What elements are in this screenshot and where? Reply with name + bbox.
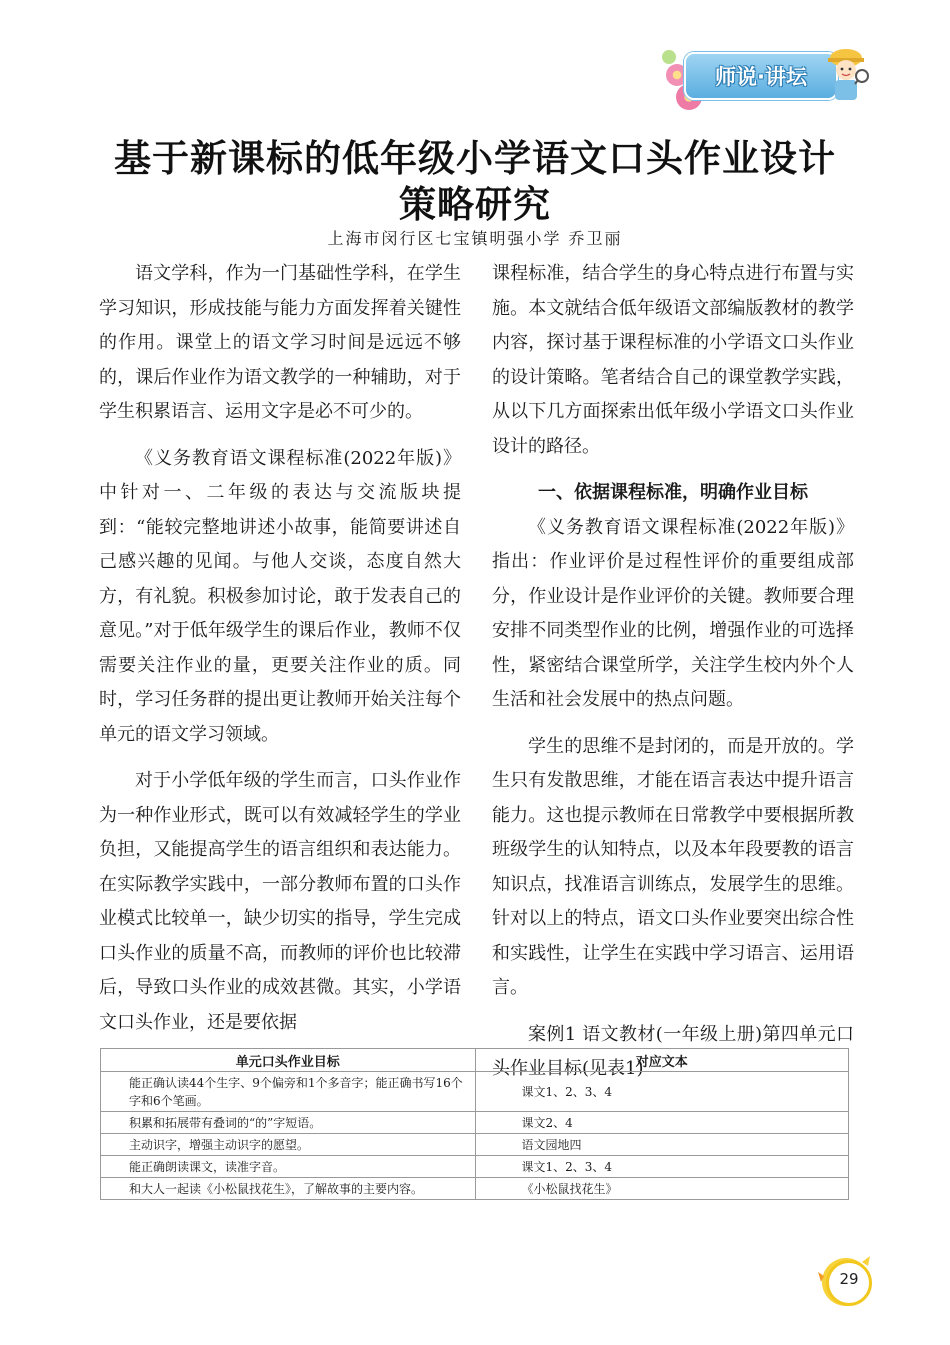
paragraph: 《义务教育语文课程标准(2022年版)》指出：作业评价是过程性评价的重要组成部分，作业设计是作业评价的关键。教师要合理安排不同类型作业的比例，增强作业的可选择性，紧密结合课堂所学，关注学生校内外个人生活和社会发展中的热点问题。 [492, 516, 854, 710]
table-cell: 课文2、4 [475, 1112, 849, 1134]
table-row [101, 1134, 849, 1156]
flower-icon [662, 50, 676, 64]
column-badge [684, 52, 838, 100]
table-cell: 课文1、2、3、4 [475, 1156, 849, 1178]
article-title-line-1: 基于新课标的低年级小学语文口头作业设计 [114, 137, 836, 180]
author-line: 上海市闵行区七宝镇明强小学 乔卫丽 [327, 229, 623, 248]
paragraph: 课程标准，结合学生的身心特点进行布置与实施。本文就结合低年级语文部编版教材的教学内容，探讨基于课程标准的小学语文口头作业的设计策略。笔者结合自己的课堂教学实践，从以下几方面探索出低年级小学语文口头作业设计的路径。 [492, 263, 854, 457]
table-cell: 积累和拓展带有叠词的“的”字短语。 [101, 1112, 476, 1134]
paragraph: 《义务教育语文课程标准(2022年版)》中针对一、二年级的表达与交流版块提到：“能较完整地讲述小故事，能简要讲述自己感兴趣的见闻。与他人交谈，态度自然大方，有礼貌。积极参加讨论，敢于发表自己的意见。”对于低年级学生的课后作业，教师不仅需要关注作业的量，更要关注作业的质。同时，学习任务群的提出更让教师开始关注每个单元的语文学习领域。 [99, 447, 461, 745]
paragraph: 学生的思维不是封闭的，而是开放的。学生只有发散思维，才能在语言表达中提升语言能力。这也提示教师在日常教学中要根据所教班级学生的认知特点，以及本年段要教的语言知识点，找准语言训练点，发展学生的思维。针对以上的特点，语文口头作业要突出综合性和实践性，让学生在实践中学习语言、运用语言。 [492, 735, 854, 998]
table-row [101, 1178, 849, 1200]
table-cell: 主动识字，增强主动识字的愿望。 [101, 1134, 476, 1156]
table-cell: 语文园地四 [475, 1134, 849, 1156]
paragraph: 对于小学低年级的学生而言，口头作业作为一种作业形式，既可以有效减轻学生的学业负担，又能提高学生的语言组织和表达能力。在实际教学实践中，一部分教师布置的口头作业模式比较单一，缺少切实的指导，学生完成口头作业的质量不高，而教师的评价也比较滞后，导致口头作业的成效甚微。其实，小学语文口头作业，还是要依据 [99, 770, 461, 1033]
table-row [101, 1156, 849, 1178]
table-cell: 能正确认读44个生字、9个偏旁和1个多音字；能正确书写16个字和6个笔画。 [101, 1072, 476, 1112]
table-1 [100, 1048, 849, 1200]
table-cell: 课文1、2、3、4 [475, 1072, 849, 1112]
page-number-badge [818, 1252, 876, 1310]
table-cell: 能正确朗读课文，读准字音。 [101, 1156, 476, 1178]
column-banner [662, 46, 872, 106]
table-header-row [101, 1049, 849, 1072]
table-row [101, 1112, 849, 1134]
section-heading: 一、依据课程标准，明确作业目标 [538, 482, 808, 503]
child-reading-icon [822, 46, 870, 106]
table-row [101, 1072, 849, 1112]
paragraph: 案例1 语文教材(一年级上册)第四单元口头作业目标(见表1) [492, 1023, 854, 1079]
page-number: 29 [839, 1270, 859, 1288]
table-header: 对应文本 [475, 1049, 849, 1072]
column-badge-text: 师说·讲坛 [715, 65, 807, 89]
article-title-line-2: 策略研究 [399, 183, 551, 226]
table-header: 单元口头作业目标 [101, 1049, 476, 1072]
table-cell: 和大人一起读《小松鼠找花生》，了解故事的主要内容。 [101, 1178, 476, 1200]
left-column [99, 257, 461, 1040]
right-column [492, 257, 854, 1087]
table-cell: 《小松鼠找花生》 [475, 1178, 849, 1200]
paragraph: 语文学科，作为一门基础性学科，在学生学习知识，形成技能与能力方面发挥着关键性的作用。课堂上的语文学习时间是远远不够的，课后作业作为语文教学的一种辅助，对于学生积累语言、运用文字是必不可少的。 [99, 263, 461, 422]
